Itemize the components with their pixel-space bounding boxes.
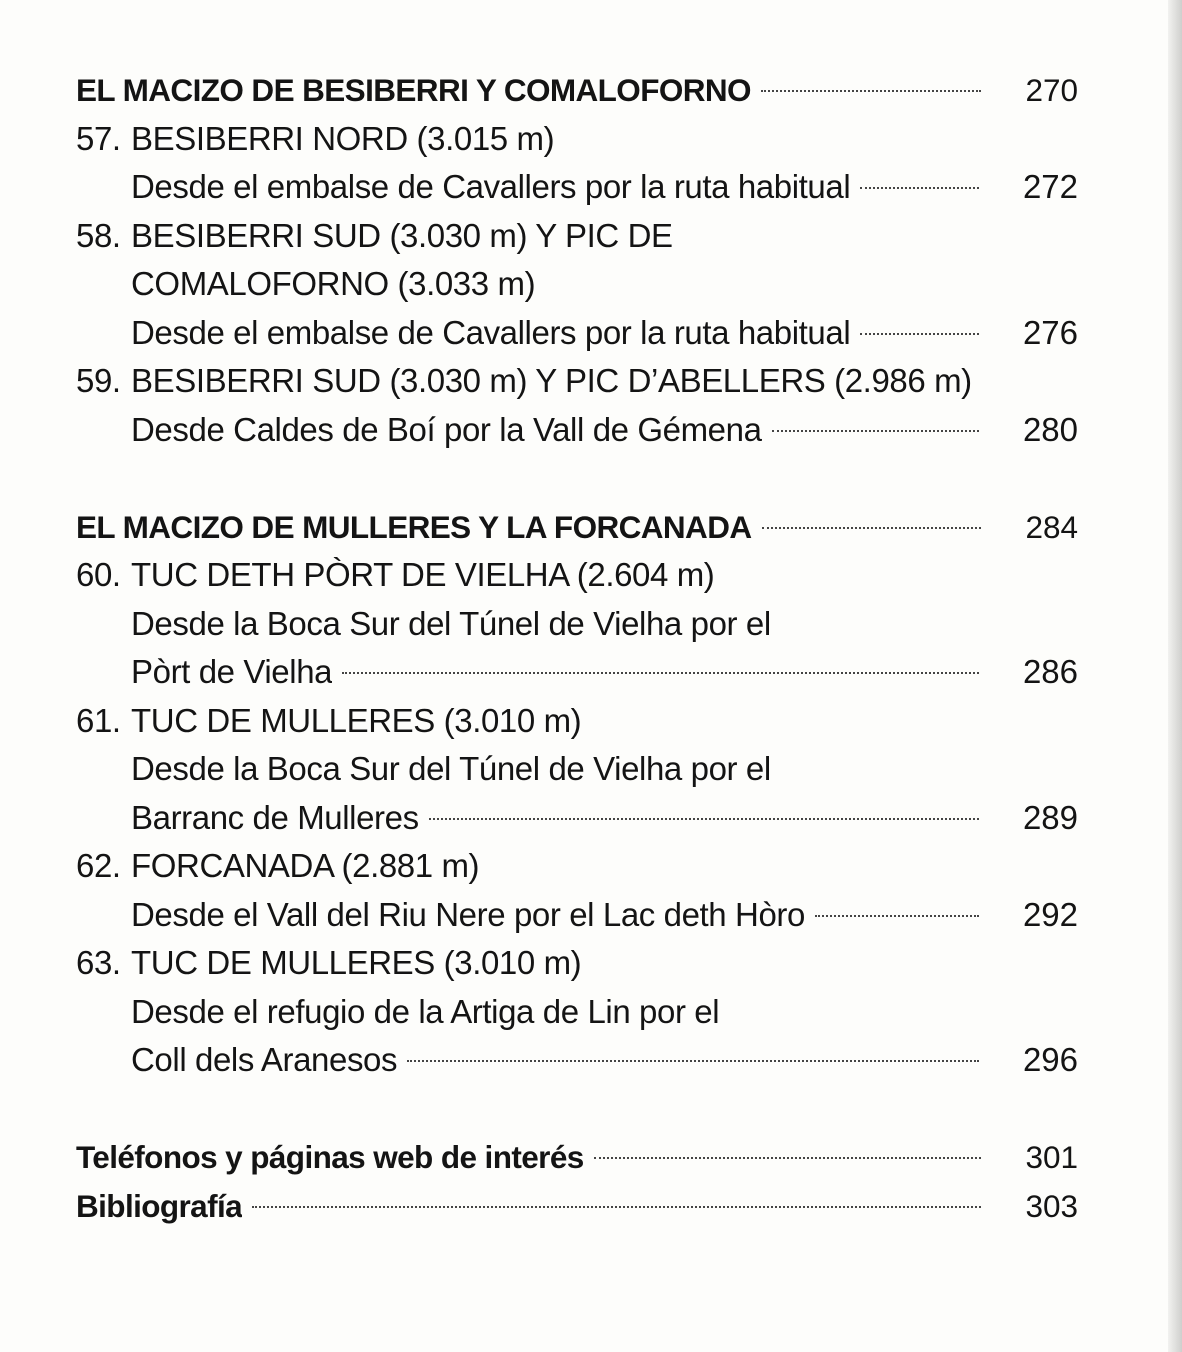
route-entry	[76, 600, 1078, 649]
dot-leader	[342, 672, 979, 674]
page-number: 272	[1022, 168, 1078, 205]
route-entry	[76, 745, 1078, 794]
summit-name: TUC DE MULLERES (3.010 m)	[131, 944, 582, 981]
summit-name: BESIBERRI SUD (3.030 m) Y PIC D’ABELLERS (2.986 m)	[131, 362, 972, 399]
page-number: 286	[1022, 653, 1078, 690]
dot-leader	[761, 90, 981, 92]
route-entry[interactable]	[76, 648, 1078, 697]
summit-entry	[76, 212, 1078, 261]
summit-entry	[76, 115, 1078, 164]
section-heading[interactable]	[76, 503, 1078, 552]
route-entry[interactable]	[76, 794, 1078, 843]
route-entry[interactable]	[76, 163, 1078, 212]
entry-number: 62.	[76, 847, 121, 884]
toc-list	[76, 66, 1078, 1230]
dot-leader	[860, 333, 979, 335]
page-number: 292	[1022, 895, 1078, 933]
route-entry[interactable]	[76, 891, 1078, 940]
page-number: 303	[1025, 1187, 1078, 1224]
route-description: Desde el embalse de Cavallers por la ruta habitual	[131, 313, 851, 351]
summit-name: BESIBERRI SUD (3.030 m) Y PIC DE	[131, 216, 673, 254]
summit-name: FORCANADA (2.881 m)	[131, 847, 480, 884]
appendix-title: Bibliografía	[76, 1187, 243, 1224]
summit-entry	[76, 357, 1078, 406]
route-description: Barranc de Mulleres	[131, 798, 419, 836]
appendix-title: Teléfonos y páginas web de interés	[76, 1139, 584, 1175]
section-title: EL MACIZO DE MULLERES Y LA FORCANADA	[76, 508, 752, 545]
page-number: 301	[1025, 1139, 1078, 1175]
entry-number: 57.	[76, 119, 121, 157]
route-entry[interactable]	[76, 309, 1078, 358]
route-entry[interactable]	[76, 406, 1078, 455]
dot-leader	[429, 818, 979, 820]
route-description: Desde la Boca Sur del Túnel de Vielha por el	[131, 750, 771, 787]
summit-entry	[76, 842, 1078, 891]
dot-leader	[772, 430, 979, 432]
summit-entry	[76, 260, 1078, 309]
appendix-entry[interactable]	[76, 1133, 1078, 1182]
page-number: 296	[1022, 1041, 1078, 1078]
summit-name: TUC DETH PÒRT DE VIELHA (2.604 m)	[131, 556, 715, 593]
route-description: Desde el embalse de Cavallers por la ruta habitual	[131, 168, 851, 205]
route-description: Desde Caldes de Boí por la Vall de Gémena	[131, 410, 762, 448]
entry-number: 63.	[76, 944, 121, 981]
page-number: 289	[1022, 798, 1078, 836]
summit-name: COMALOFORNO (3.033 m)	[131, 265, 536, 302]
page-edge	[1168, 0, 1182, 1352]
entry-number: 58.	[76, 216, 121, 254]
route-description: Desde la Boca Sur del Túnel de Vielha por el	[131, 604, 771, 642]
summit-entry	[76, 697, 1078, 746]
dot-leader	[815, 915, 979, 917]
summit-entry	[76, 939, 1078, 988]
entry-number: 61.	[76, 701, 121, 739]
dot-leader	[860, 187, 979, 189]
page-number: 284	[1025, 508, 1078, 545]
section-heading[interactable]	[76, 66, 1078, 115]
entry-number: 60.	[76, 556, 121, 593]
route-description: Desde el Vall del Riu Nere por el Lac deth Hòro	[131, 895, 805, 933]
summit-name: BESIBERRI NORD (3.015 m)	[131, 119, 555, 157]
route-description: Coll dels Aranesos	[131, 1041, 398, 1078]
page-number: 280	[1022, 410, 1078, 448]
dot-leader	[252, 1206, 981, 1208]
section-title: EL MACIZO DE BESIBERRI Y COMALOFORNO	[76, 72, 751, 108]
dot-leader	[762, 527, 982, 529]
route-entry	[76, 988, 1078, 1037]
summit-name: TUC DE MULLERES (3.010 m)	[131, 701, 582, 739]
dot-leader	[407, 1060, 979, 1062]
route-description: Desde el refugio de la Artiga de Lin por el	[131, 992, 720, 1030]
appendix-entry[interactable]	[76, 1182, 1078, 1231]
page-number: 276	[1022, 313, 1078, 351]
entry-number: 59.	[76, 362, 121, 399]
route-entry[interactable]	[76, 1036, 1078, 1085]
page-number: 270	[1025, 72, 1078, 108]
dot-leader	[594, 1157, 982, 1159]
route-description: Pòrt de Vielha	[131, 653, 333, 690]
summit-entry	[76, 551, 1078, 600]
